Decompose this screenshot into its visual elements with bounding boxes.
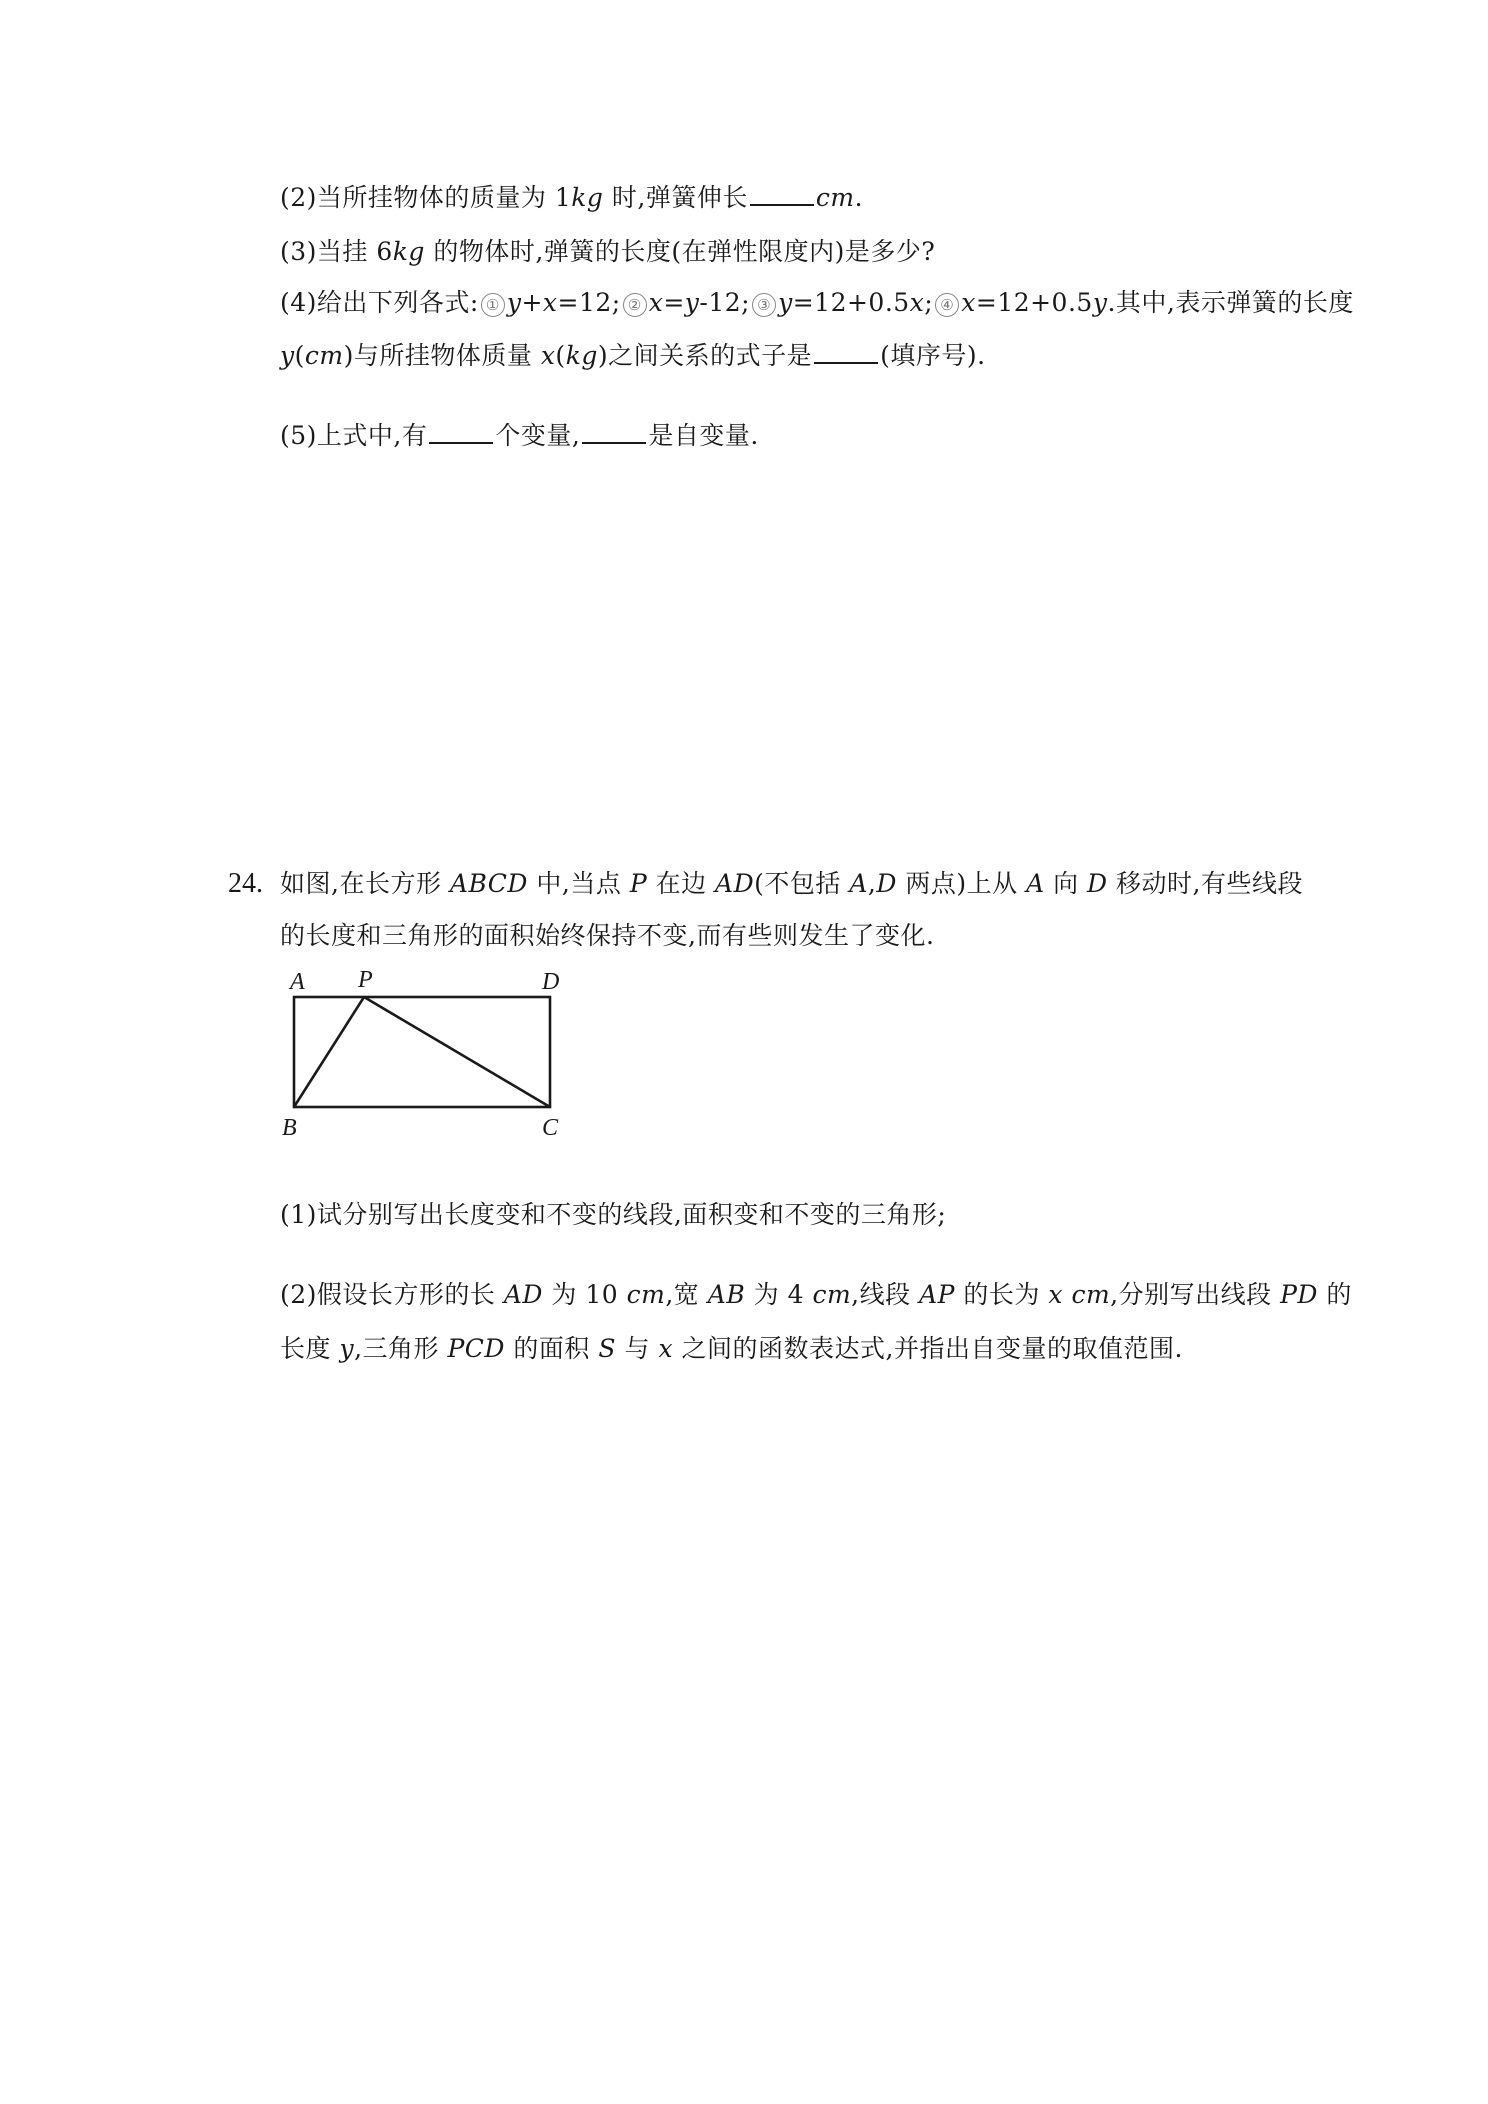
text-fragment: =12+0.5 xyxy=(792,288,910,317)
text-fragment: 为 10 xyxy=(542,1280,627,1309)
text-fragment: y xyxy=(684,288,700,317)
answer-blank xyxy=(429,420,493,444)
text-fragment: 如图,在长方形 xyxy=(280,869,450,898)
text-fragment: ,线段 xyxy=(851,1280,920,1309)
text-fragment: (2)假设长方形的长 xyxy=(280,1280,504,1309)
text-fragment: A xyxy=(849,869,868,898)
text-fragment: x xyxy=(540,341,556,370)
text-fragment: A xyxy=(1026,869,1045,898)
text-fragment: .其中,表示弹簧的长度 xyxy=(1107,288,1354,317)
q24-part1: (1)试分别写出长度变和不变的线段,面积变和不变的三角形; xyxy=(280,1200,947,1229)
text-fragment: 之间的函数表达式,并指出自变量的取值范围. xyxy=(673,1334,1183,1363)
text-fragment: (4)给出下列各式: xyxy=(280,288,479,317)
label-a: A xyxy=(290,969,305,995)
q24-part2-line1 xyxy=(280,1277,1352,1313)
text-fragment: 与 xyxy=(616,1334,659,1363)
text-fragment: D xyxy=(1087,869,1108,898)
text-fragment: AD xyxy=(503,1280,543,1309)
circled-two: ② xyxy=(623,293,647,317)
q23-part4-line2 xyxy=(280,338,986,374)
text-fragment: y xyxy=(280,341,295,370)
answer-blank xyxy=(750,182,814,206)
text-fragment: =12; xyxy=(557,288,621,317)
q24-stem-line2: 的长度和三角形的面积始终保持不变,而有些则发生了变化. xyxy=(280,921,935,950)
text-fragment: cm xyxy=(1071,1280,1111,1309)
q24-stem-line1 xyxy=(280,866,1303,902)
text-fragment: (填序号). xyxy=(880,341,986,370)
text-fragment: y xyxy=(506,288,522,317)
text-fragment: 向 xyxy=(1044,869,1088,898)
label-b: B xyxy=(282,1115,297,1141)
text-fragment: 个变量, xyxy=(495,421,581,450)
text-fragment: y xyxy=(1092,288,1108,317)
text-fragment: S xyxy=(598,1334,617,1363)
text-fragment: 是自变量. xyxy=(648,421,759,450)
text-fragment: cm xyxy=(304,341,344,370)
text-fragment: x xyxy=(909,288,925,317)
label-c: C xyxy=(542,1115,559,1141)
text-fragment: 的长为 xyxy=(954,1280,1049,1309)
label-d: D xyxy=(542,969,560,995)
q24-part2-line2 xyxy=(280,1331,1183,1367)
question-number: 24. xyxy=(228,868,263,899)
text-fragment: 两点)上从 xyxy=(896,869,1027,898)
text-fragment: D xyxy=(876,869,897,898)
text-fragment: kg xyxy=(565,341,598,370)
text-fragment: = xyxy=(663,288,685,317)
text-fragment: ; xyxy=(924,288,934,317)
q23-part3 xyxy=(280,234,935,270)
text-fragment: (2)当所挂物体的质量为 1 xyxy=(280,183,572,212)
segment-pb xyxy=(294,997,364,1107)
text-fragment: x xyxy=(1048,1280,1063,1309)
text-fragment: ABCD xyxy=(449,869,528,898)
text-fragment: 中,当点 xyxy=(527,869,630,898)
text-fragment: 在边 xyxy=(647,869,716,898)
text-fragment: AP xyxy=(919,1280,955,1309)
text-fragment: x xyxy=(542,288,558,317)
rectangle-abcd xyxy=(294,997,550,1107)
text-fragment: y xyxy=(339,1334,355,1363)
text-fragment: 时,弹簧伸长 xyxy=(603,183,748,212)
text-fragment: (3)当挂 6 xyxy=(280,237,393,266)
text-fragment: -12; xyxy=(699,288,751,317)
label-p: P xyxy=(358,967,373,993)
circled-four: ④ xyxy=(935,293,959,317)
text-fragment: PCD xyxy=(447,1334,505,1363)
segment-pc xyxy=(364,997,550,1107)
q23-part4-line1 xyxy=(280,285,1354,321)
text-fragment: x xyxy=(961,288,976,317)
text-fragment: y xyxy=(778,288,793,317)
text-fragment: kg xyxy=(392,237,425,266)
q23-part5 xyxy=(280,418,759,454)
text-fragment: =12+0.5 xyxy=(975,288,1093,317)
text-fragment: ( xyxy=(555,341,566,370)
q23-part2 xyxy=(280,180,863,216)
text-fragment: , xyxy=(867,869,877,898)
text-fragment: 的物体时,弹簧的长度(在弹性限度内)是多少? xyxy=(424,237,936,266)
text-fragment: 长度 xyxy=(280,1334,340,1363)
text-fragment: x xyxy=(658,1334,674,1363)
text-fragment: )之间关系的式子是 xyxy=(597,341,813,370)
text-fragment: AD xyxy=(715,869,755,898)
text-fragment: )与所挂物体质量 xyxy=(343,341,541,370)
text-fragment: 的面积 xyxy=(504,1334,599,1363)
text-fragment: 为 4 xyxy=(745,1280,813,1309)
rectangle-figure xyxy=(280,965,580,1149)
text-fragment: cm xyxy=(626,1280,666,1309)
text-fragment: . xyxy=(854,183,864,212)
text-fragment: 移动时,有些线段 xyxy=(1107,869,1303,898)
text-fragment: kg xyxy=(571,183,604,212)
text-fragment: ,分别写出线段 xyxy=(1110,1280,1281,1309)
circled-three: ③ xyxy=(752,293,776,317)
text-fragment: ( xyxy=(294,341,305,370)
text-fragment: cm xyxy=(812,1280,852,1309)
text-fragment: x xyxy=(648,288,664,317)
circled-one: ① xyxy=(481,293,505,317)
answer-blank xyxy=(582,420,646,444)
text-fragment: 的 xyxy=(1317,1280,1352,1309)
text-fragment: (5)上式中,有 xyxy=(280,421,428,450)
text-fragment: ,三角形 xyxy=(354,1334,448,1363)
text-fragment: (不包括 xyxy=(754,869,850,898)
text-fragment: P xyxy=(629,869,648,898)
text-fragment: AB xyxy=(707,1280,746,1309)
text-fragment: cm xyxy=(815,183,855,212)
answer-blank xyxy=(814,340,878,364)
rectangle-diagram xyxy=(280,965,580,1145)
text-fragment: ,宽 xyxy=(665,1280,708,1309)
text-fragment: PD xyxy=(1280,1280,1318,1309)
text-fragment: + xyxy=(521,288,543,317)
